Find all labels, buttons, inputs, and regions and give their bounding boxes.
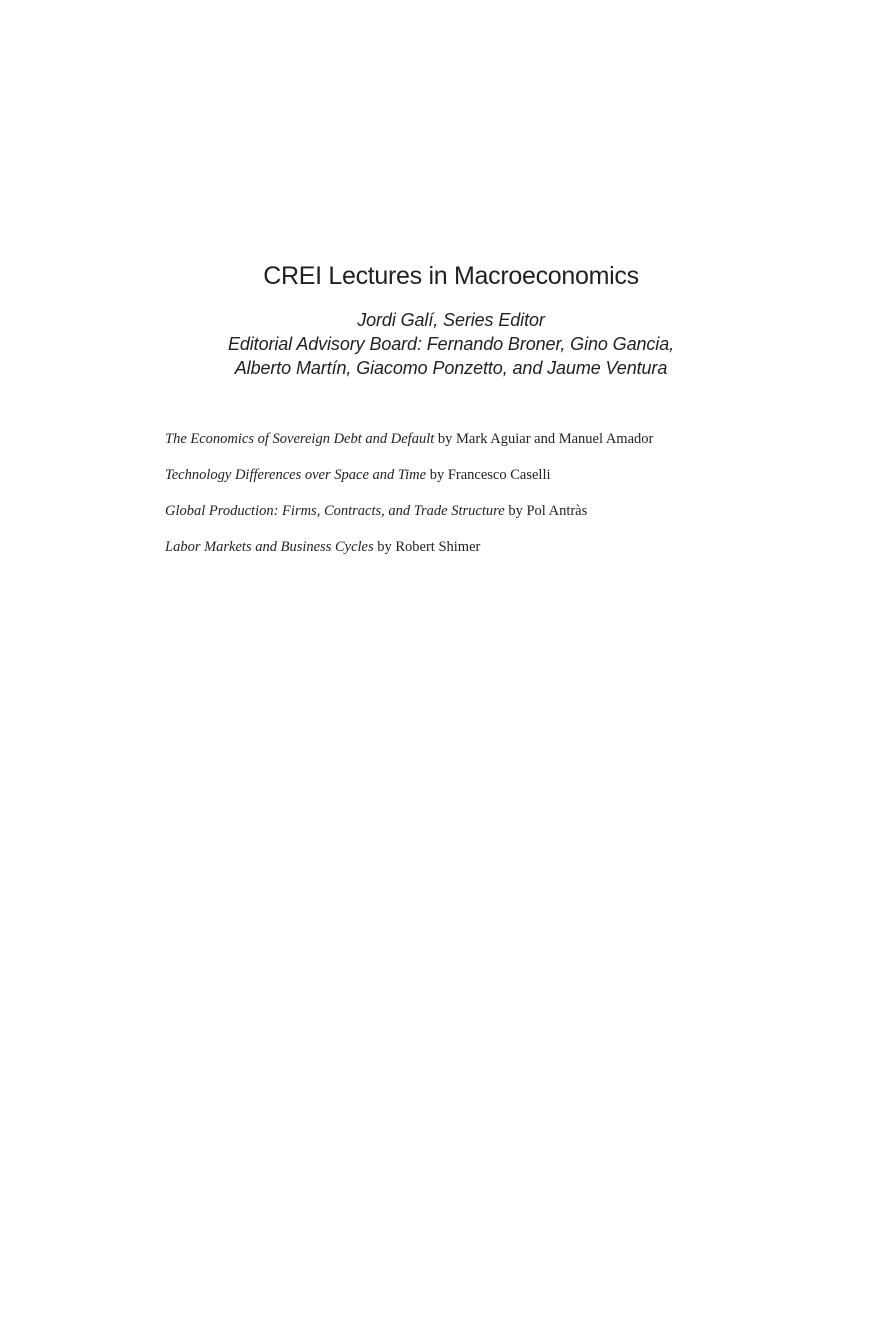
series-editor-line: Jordi Galí, Series Editor: [357, 310, 545, 330]
book-entry: [165, 537, 653, 573]
book-byline: by Francesco Caselli: [426, 467, 551, 483]
book-title: Global Production: Firms, Contracts, and Trade Structure: [165, 503, 505, 519]
book-entry: [165, 501, 653, 537]
book-title: Technology Differences over Space and Time: [165, 467, 427, 483]
book-byline: by Pol Antràs: [504, 503, 588, 519]
series-title: CREI Lectures in Macroeconomics: [263, 262, 639, 290]
book-entry: [165, 429, 653, 465]
editorial-credits: [0, 308, 882, 380]
advisory-board-line-1: Editorial Advisory Board: Fernando Broner, Gino Gancia,: [227, 334, 675, 354]
advisory-board-line-2: Alberto Martín, Giacomo Ponzetto, and Jaume Ventura: [234, 358, 668, 378]
book-entry: [165, 465, 653, 501]
book-byline: by Mark Aguiar and Manuel Amador: [434, 431, 654, 447]
book-title: Labor Markets and Business Cycles: [165, 539, 374, 555]
series-book-list: [165, 429, 653, 573]
book-title: The Economics of Sovereign Debt and Default: [165, 431, 435, 447]
book-byline: by Robert Shimer: [373, 539, 481, 555]
